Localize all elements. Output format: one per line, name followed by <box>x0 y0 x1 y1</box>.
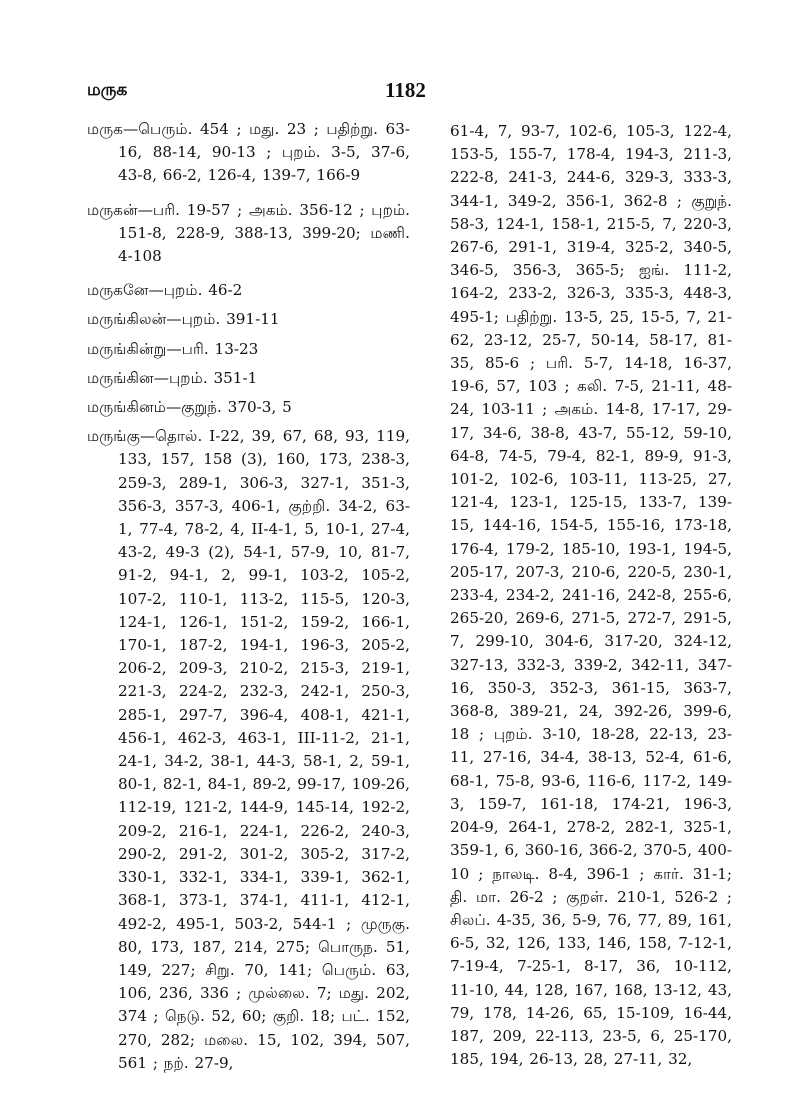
index-entry: மருங்கின்று—பரி. 13-23 <box>87 339 259 358</box>
index-entry: மருங்கினம்—குறுந். 370-3, 5 <box>87 398 292 417</box>
index-entry-continuation: 61-4, 7, 93-7, 102-6, 105-3, 122-4, 153-5, 155-7, 178-4, 194-3, 211-3, 222-8, 241-3, 244-6, 329-3, 333-3, 344-1, 349-2, 356-1, 362-8 ; குறுந். 58-3, 124-1, 158-1, 215-5, 7, 220-3, 267-6, 291-1, 319-4, 325-2, 340-5, 346-5, 356-3, 365-5; ஐங். 111-2, 164-2, 233-2, 326-3, 335-3, 448-3, 495-1; பதிற்று. 13-5, 25, 15-5, 7, 21-62, 23-12, 25-7, 50-14, 58-17, 81-35, 85-6 ; பரி. 5-7, 14-18, 16-37, 19-6, 57, 103 ; கலி. 7-5, 21-11, 48-24, 103-11 ; அகம். 14-8, 17-17, 29-17, 34-6, 38-8, 43-7, 55-12, 59-10, 64-8, 74-5, 79-4, 82-1, 89-9, 91-3, 101-2, 102-6, 103-11, 113-25, 27, 121-4, 123-1, 125-15, 133-7, 139-15, 144-16, 154-5, 155-16, 173-18, 176-4, 179-2, 185-10, 193-1, 194-5, 205-17, 207-3, 210-6, 220-5, 230-1, 233-4, 234-2, 241-16, 242-8, 255-6, 265-20, 269-6, 271-5, 272-7, 291-5, 7, 299-10, 304-6, 317-20, 324-12, 327-13, 332-3, 339-2, 342-11, 347-16, 350-3, 352-3, 361-15, 363-7, 368-8, 389-21, 24, 392-26, 399-6, 18 ; புறம். 3-10, 18-28, 22-13, 23-11, 27-16, 34-4, 38-13, 52-4, 61-6, 68-1, 75-8, 93-6, 116-6, 117-2, 149-3, 159-7, 161-18, 174-21, 196-3, 204-9, 264-1, 278-2, 282-1, 325-1, 359-1, 6, 360-16, 366-2, 370-5, 400-10 ; நாலடி. 8-4, 396-1 ; கார். 31-1; தி. மா. 26-2 ; குறள். 210-1, 526-2 ; சிலப். 4-35, 36, 5-9, 76, 77, 89, 161, 6-5, 32, 126, 133, 146, 158, 7-12-1, 7-19-4, 7-25-1, 8-17, 36, 10-112, 11-10, 44, 128, 167, 168, 13-12, 43, 79, 178, 14-26, 65, 15-109, 16-44, 187, 209, 22-113, 23-5, 6, 25-170, 185, 194, 26-13, 28, 27-11, 32, <box>450 122 732 1069</box>
left-column <box>87 118 410 1086</box>
index-entry: மருகன்—பரி. 19-57 ; அகம். 356-12 ; புறம். 151-8, 228-9, 388-13, 399-20; மணி. 4-108 <box>87 200 410 266</box>
index-entry: மருகனே—புறம். 46-2 <box>87 281 243 300</box>
index-entry: மருக—பெரும். 454 ; மது. 23 ; பதிற்று. 63-16, 88-14, 90-13 ; புறம். 3-5, 37-6, 43-8, 66-2, 126-4, 139-7, 166-9 <box>87 120 410 185</box>
index-entry: மருங்கிலன்—புறம். 391-11 <box>87 310 280 329</box>
index-entry: மருங்கின—புறம். 351-1 <box>87 368 258 387</box>
page-number: 1182 <box>385 78 426 102</box>
right-column <box>450 120 732 1071</box>
running-headword: மருக <box>87 80 128 100</box>
index-entry: மருங்கு—தொல். I-22, 39, 67, 68, 93, 119, 133, 157, 158 (3), 160, 173, 238-3, 259-3, 289-1, 306-3, 327-1, 351-3, 356-3, 357-3, 406-1, குற்றி. 34-2, 63-1, 77-4, 78-2, 4, II-4-1, 5, 10-1, 27-4, 43-2, 49-3 (2), 54-1, 57-9, 10, 81-7, 91-2, 94-1, 2, 99-1, 103-2, 105-2, 107-2, 110-1, 113-2, 115-5, 120-3, 124-1, 126-1, 151-2, 159-2, 166-1, 170-1, 187-2, 194-1, 196-3, 205-2, 206-2, 209-3, 210-2, 215-3, 219-1, 221-3, 224-2, 232-3, 242-1, 250-3, 285-1, 297-7, 396-4, 408-1, 421-1, 456-1, 462-3, 463-1, III-11-2, 21-1, 24-1, 34-2, 38-1, 44-3, 58-1, 2, 59-1, 80-1, 82-1, 84-1, 89-2, 99-17, 109-26, 112-19, 121-2, 144-9, 145-14, 192-2, 209-2, 216-1, 224-1, 226-2, 240-3, 290-2, 291-2, 301-2, 305-2, 317-2, 330-1, 332-1, 334-1, 339-1, 362-1, 368-1, 373-1, 374-1, 411-1, 412-1, 492-2, 495-1, 503-2, 544-1 ; முருகு. 80, 173, 187, 214, 275; பொருந. 51, 149, 227; சிறு. 70, 141; பெரும். 63, 106, 236, 336 ; முல்லை. 7; மது. 202, 374 ; நெடு. 52, 60; குறி. 18; பட். 152, 270, 282; மலை. 15, 102, 394, 507, 561 ; நற். 27-9, <box>87 427 410 1072</box>
